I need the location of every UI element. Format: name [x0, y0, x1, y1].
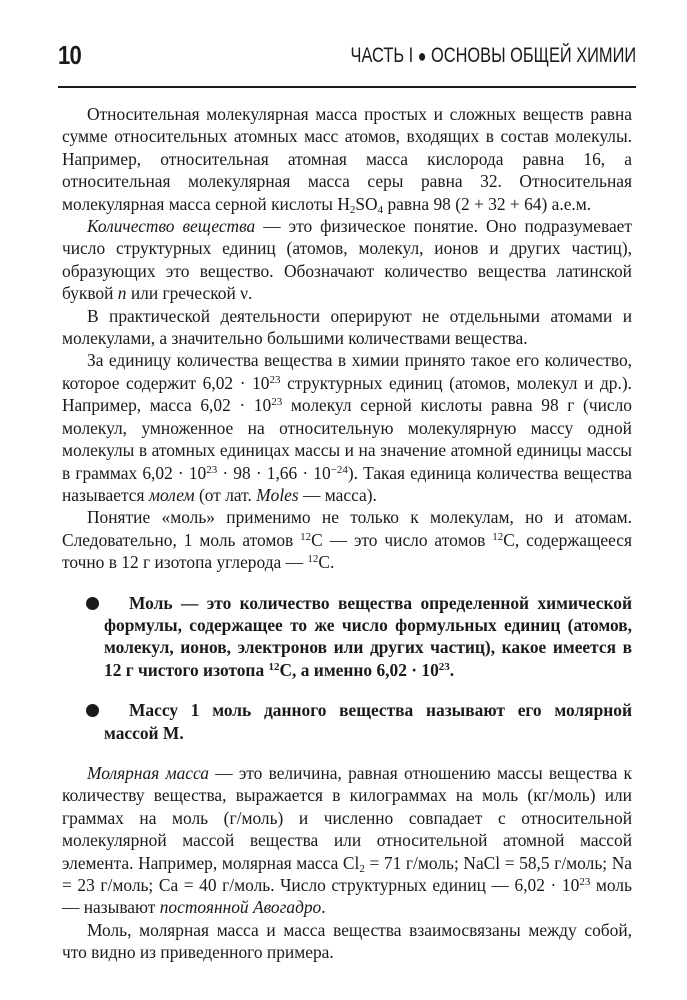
paragraph-relation: Моль, молярная масса и масса вещества взаимосвязаны между собой, что видно из приведенного примера. [62, 919, 632, 963]
paragraph-molar-mass: Молярная масса — это величина, равная отношению массы вещества к количеству вещества, выражается в килограммах на моль (кг/моль) или граммах на моль (г/моль) и численно совпадает с относительной молекулярной массой вещества или относительной атомной массой элемента. Например, молярная масса $Cl_2 = 71$ г/моль; NaCl = 58,5 г/моль; Na = 23 г/моль; Ca = 40 г/моль. Число структурных единиц — $6,02 \cdot 10^{23}$ моль — называют постоянной Авогадро. [62, 762, 632, 918]
bullet-dot-icon [86, 597, 99, 610]
term-molar-mass: Молярная масса [87, 762, 209, 783]
page-header [58, 40, 636, 88]
term-amount-of-substance: Количество вещества [87, 216, 256, 237]
paragraph-amount-of-substance: Количество вещества — это физическое понятие. Оно подразумевает число структурных единиц (атомов, молекул, ионов и других частиц), образующих это вещество. Обозначают количество вещества латинской буквой n или греческой ν. [62, 216, 633, 304]
bullet-dot-icon [86, 704, 99, 717]
bullet-separator-icon: ● [417, 46, 427, 66]
page-number: 10 [58, 40, 81, 70]
term-mole: молем [148, 484, 195, 505]
paragraph-mole-definition: За единицу количества вещества в химии принято такое его количество, которое содержит $6,02 \cdot 10^{23}$ структурных единиц (атомов, молекул и др.). Например, масса $6,02 \cdot 10^{23}$ молекул серной кислоты равна 98 г (число молекул, умноженное на относительную молекулярную массу одной молекулы в атомных единицах массы и на значение атомной единицы массы в граммах $6,02 \cdot 10^{23} \cdot 98 \cdot 1,66 \cdot 10^{-24}$). Такая единица количества вещества называется молем (от лат. Moles — масса). [62, 350, 632, 505]
bullet-molar-mass: Массу 1 моль данного вещества называют его молярной массой М. [62, 699, 632, 744]
page-body [62, 103, 632, 964]
section-title: ОСНОВЫ ОБЩЕЙ ХИМИИ [430, 44, 636, 67]
running-head [350, 44, 636, 68]
paragraph-mole-atoms: Понятие «моль» применимо не только к молекулам, но и атомам. Следовательно, 1 моль атомов $^{12}$С — это число атомов $^{12}$С, содержащееся точно в 12 г изотопа углерода — $^{12}$С. [62, 507, 633, 573]
bullet-mole-definition: Моль — это количество вещества определенной химической формулы, содержащее то же число формульных единиц (атомов, молекул, ионов, электронов или других частиц), какое имеется в 12 г чистого изотопа $^{12}$С, а именно $6,02 \cdot 10^{23}$. [62, 592, 632, 682]
paragraph-molecular-mass: Относительная молекулярная масса простых и сложных веществ равна сумме относительных атомных масс атомов, входящих в состав молекулы. Например, относительная атомная масса кислорода равна 16, а относительная молекулярная масса серы равна 32. Относительная молекулярная масса серной кислоты $H_2SO_4$ равна 98 (2 + 32 + 64) а.е.м. [62, 104, 632, 216]
paragraph-practical: В практической деятельности оперируют не отдельными атомами и молекулами, а значительно большими количествами вещества. [62, 305, 632, 349]
term-avogadro-constant: постоянной Авогадро [159, 897, 322, 918]
part-label: ЧАСТЬ I [350, 44, 414, 67]
